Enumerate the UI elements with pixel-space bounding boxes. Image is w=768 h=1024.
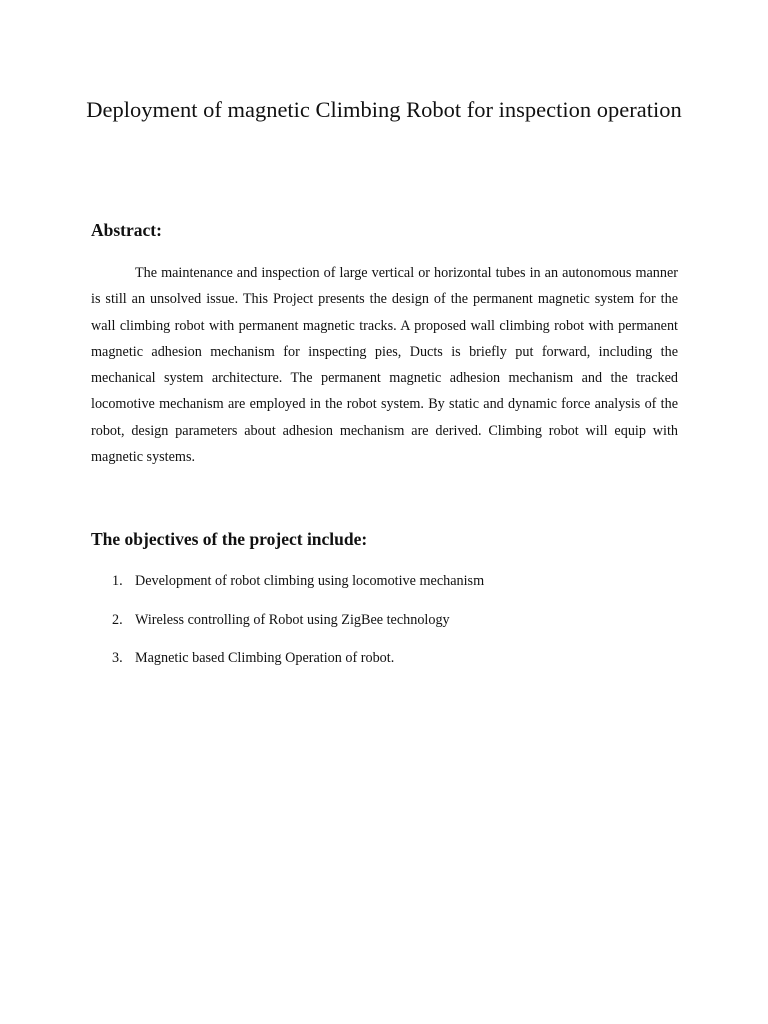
objectives-heading: The objectives of the project include:	[91, 529, 368, 549]
list-item-text: Magnetic based Climbing Operation of robot.	[135, 650, 395, 666]
list-item	[91, 571, 691, 591]
abstract-paragraph: The maintenance and inspection of large vertical or horizontal tubes in an autonomous manner is still an unsolved issue. This Project presents the design of the permanent magnetic system for the wall climbing robot with permanent magnetic tracks. A proposed wall climbing robot with permanent magnetic adhesion mechanism for inspecting pies, Ducts is briefly put forward, including the mechanical system architecture. The permanent magnetic adhesion mechanism and the tracked locomotive mechanism are employed in the robot system. By static and dynamic force analysis of the robot, design parameters about adhesion mechanism are derived. Climbing robot will equip with magnetic systems.	[91, 265, 678, 466]
abstract-heading: Abstract:	[91, 220, 162, 240]
document-title: Deployment of magnetic Climbing Robot for inspection operation	[86, 97, 682, 122]
list-item-text: Development of robot climbing using locomotive mechanism	[135, 573, 485, 589]
list-item	[91, 648, 691, 668]
list-item-number: 2.	[112, 611, 123, 628]
list-item-text: Wireless controlling of Robot using ZigBee technology	[135, 611, 450, 628]
list-item-number: 1.	[112, 573, 123, 589]
list-item	[91, 610, 691, 630]
list-item-number: 3.	[112, 650, 123, 666]
objectives-list	[91, 571, 691, 687]
